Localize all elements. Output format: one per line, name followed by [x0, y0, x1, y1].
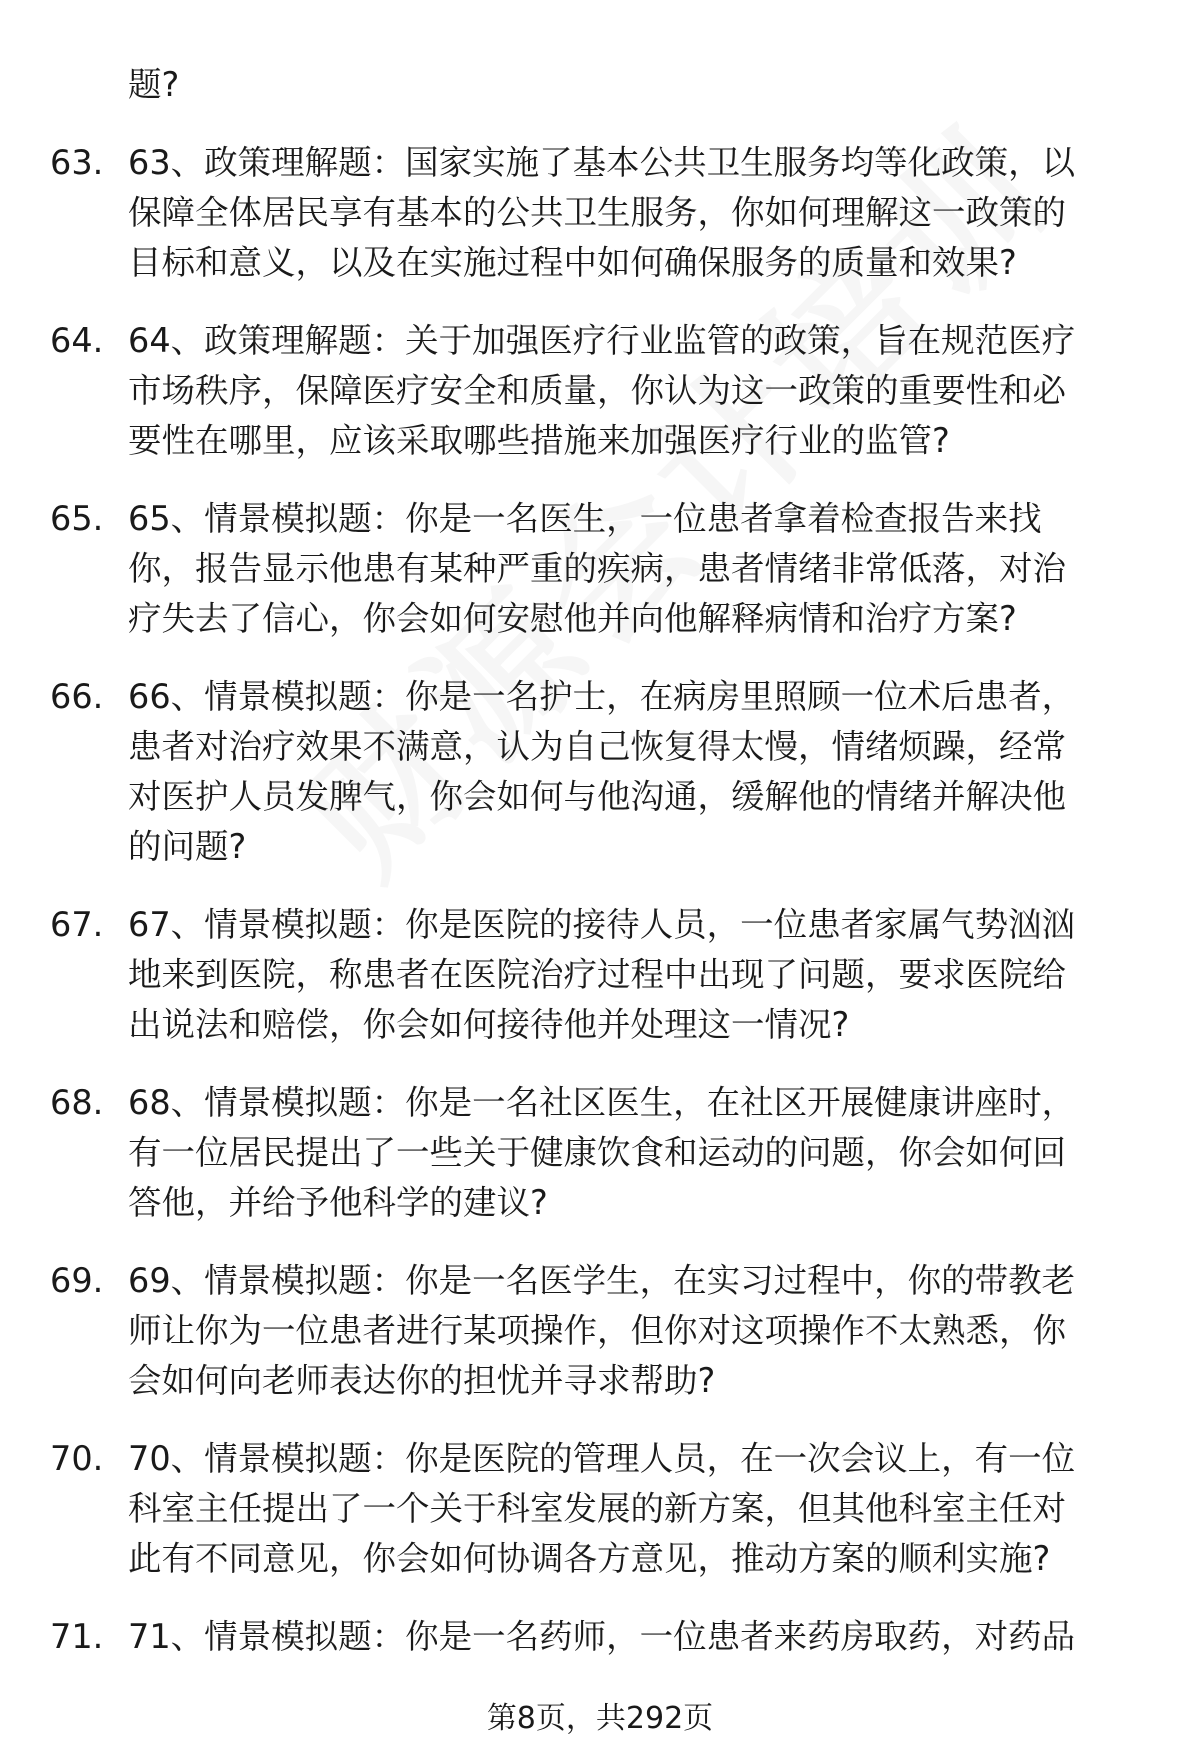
question-number: 64.: [50, 321, 104, 360]
question-number: 66.: [50, 677, 104, 716]
question-line: 63、政策理解题：国家实施了基本公共卫生服务均等化政策，以: [128, 143, 1076, 182]
question-line: 出说法和赔偿，你会如何接待他并处理这一情况?: [128, 1005, 850, 1044]
question-number: 69.: [50, 1261, 104, 1300]
question-line: 70、情景模拟题：你是医院的管理人员，在一次会议上，有一位: [128, 1439, 1076, 1478]
question-item: [0, 1612, 1200, 1662]
question-line: 患者对治疗效果不满意，认为自己恢复得太慢，情绪烦躁，经常: [128, 727, 1066, 766]
question-number: 65.: [50, 499, 104, 538]
question-line: 有一位居民提出了一些关于健康饮食和运动的问题，你会如何回: [128, 1133, 1066, 1172]
question-line: 你，报告显示他患有某种严重的疾病，患者情绪非常低落，对治: [128, 549, 1066, 588]
question-line: 科室主任提出了一个关于科室发展的新方案，但其他科室主任对: [128, 1489, 1066, 1528]
question-line: 保障全体居民享有基本的公共卫生服务，你如何理解这一政策的: [128, 193, 1066, 232]
continuation-text: 题?: [128, 65, 180, 104]
question-number: 68.: [50, 1083, 104, 1122]
question-list: [0, 138, 1200, 1690]
question-line: 此有不同意见，你会如何协调各方意见，推动方案的顺利实施?: [128, 1539, 1051, 1578]
question-line: 68、情景模拟题：你是一名社区医生，在社区开展健康讲座时，: [128, 1083, 1076, 1122]
question-line: 的问题?: [128, 827, 247, 866]
question-number: 70.: [50, 1439, 104, 1478]
question-item: [0, 138, 1200, 288]
page-footer: 第8页，共292页: [486, 1701, 714, 1736]
question-item: [0, 494, 1200, 644]
question-line: 65、情景模拟题：你是一名医生，一位患者拿着检查报告来找: [128, 499, 1042, 538]
question-line: 疗失去了信心，你会如何安慰他并向他解释病情和治疗方案?: [128, 599, 1017, 638]
question-line: 地来到医院，称患者在医院治疗过程中出现了问题，要求医院给: [128, 955, 1066, 994]
question-line: 67、情景模拟题：你是医院的接待人员，一位患者家属气势汹汹: [128, 905, 1076, 944]
question-line: 答他，并给予他科学的建议?: [128, 1183, 548, 1222]
question-item: [0, 672, 1200, 872]
question-item: [0, 1256, 1200, 1406]
question-line: 71、情景模拟题：你是一名药师，一位患者来药房取药，对药品: [128, 1617, 1076, 1656]
question-number: 67.: [50, 905, 104, 944]
question-item: [0, 316, 1200, 466]
question-line: 要性在哪里，应该采取哪些措施来加强医疗行业的监管?: [128, 421, 950, 460]
question-number: 63.: [50, 143, 104, 182]
question-line: 对医护人员发脾气，你会如何与他沟通，缓解他的情绪并解决他: [128, 777, 1066, 816]
question-line: 市场秩序，保障医疗安全和质量，你认为这一政策的重要性和必: [128, 371, 1066, 410]
question-line: 69、情景模拟题：你是一名医学生，在实习过程中，你的带教老: [128, 1261, 1076, 1300]
question-line: 64、政策理解题：关于加强医疗行业监管的政策，旨在规范医疗: [128, 321, 1076, 360]
question-line: 目标和意义，以及在实施过程中如何确保服务的质量和效果?: [128, 243, 1017, 282]
question-item: [0, 900, 1200, 1050]
question-number: 71.: [50, 1617, 104, 1656]
question-item: [0, 1078, 1200, 1228]
question-line: 66、情景模拟题：你是一名护士，在病房里照顾一位术后患者，: [128, 677, 1076, 716]
question-line: 师让你为一位患者进行某项操作，但你对这项操作不太熟悉，你: [128, 1311, 1066, 1350]
question-line: 会如何向老师表达你的担忧并寻求帮助?: [128, 1361, 716, 1400]
question-item: [0, 1434, 1200, 1584]
